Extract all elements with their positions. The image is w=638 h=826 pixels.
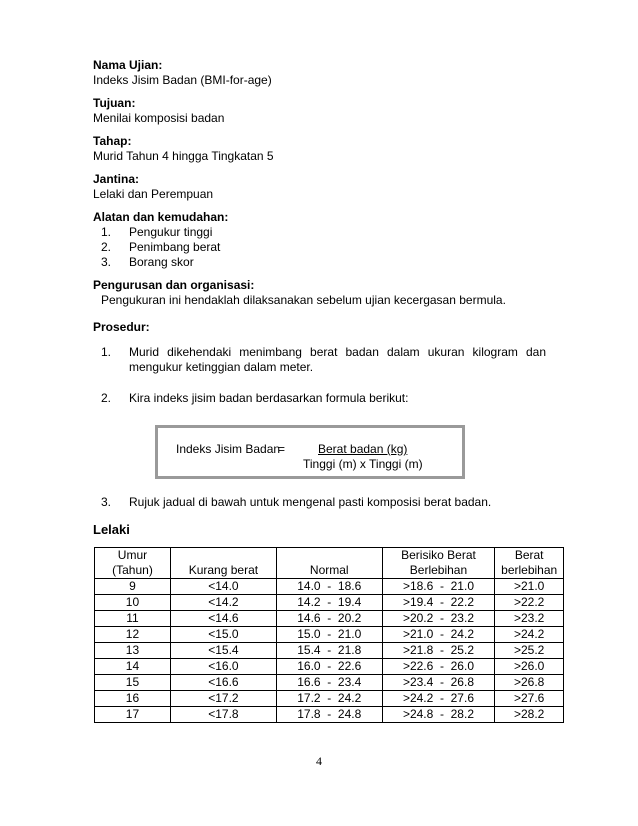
list-number: 3. bbox=[101, 255, 112, 269]
formula-denominator: Tinggi (m) x Tinggi (m) bbox=[303, 457, 423, 471]
table-row bbox=[95, 691, 564, 707]
list-number: 2. bbox=[101, 240, 112, 254]
procedure-step-3 bbox=[93, 495, 546, 510]
section-jantina bbox=[93, 172, 553, 202]
header-line: Normal bbox=[309, 563, 349, 577]
list-item bbox=[93, 255, 553, 270]
list-number: 1. bbox=[101, 345, 112, 359]
section-text: Indeks Jisim Badan (BMI-for-age) bbox=[93, 73, 272, 87]
table-cell: 10 bbox=[95, 595, 171, 611]
section-heading: Prosedur: bbox=[93, 320, 150, 334]
section-text: Murid Tahun 4 hingga Tingkatan 5 bbox=[93, 149, 274, 163]
section-nama-ujian bbox=[93, 58, 553, 88]
header-line: Berat bbox=[514, 548, 544, 562]
table-cell: <16.6 bbox=[170, 675, 276, 691]
header-umur bbox=[95, 548, 171, 579]
header-berisiko bbox=[382, 548, 495, 579]
list-number: 2. bbox=[101, 391, 112, 405]
procedure-step-2 bbox=[93, 391, 546, 406]
table-row bbox=[95, 579, 564, 595]
list-text: Pengukur tinggi bbox=[129, 225, 213, 239]
table-row bbox=[95, 643, 564, 659]
table-cell: 14.6 - 20.2 bbox=[276, 611, 382, 627]
table-cell: 12 bbox=[95, 627, 171, 643]
table-cell: <17.8 bbox=[170, 707, 276, 723]
procedure-step-1 bbox=[93, 345, 546, 375]
table-cell: >26.8 bbox=[495, 675, 564, 691]
table-cell: >24.8 - 28.2 bbox=[382, 707, 495, 723]
table-cell: 17 bbox=[95, 707, 171, 723]
table-cell: 13 bbox=[95, 643, 171, 659]
table-row bbox=[95, 707, 564, 723]
bmi-table bbox=[94, 547, 564, 723]
equipment-list bbox=[93, 225, 553, 270]
table-cell: 15.4 - 21.8 bbox=[276, 643, 382, 659]
table-cell: 16 bbox=[95, 691, 171, 707]
section-heading: Tahap: bbox=[93, 134, 132, 148]
list-text: Penimbang berat bbox=[129, 240, 221, 254]
table-cell: <14.6 bbox=[170, 611, 276, 627]
formula-label: Indeks Jisim Badan bbox=[176, 442, 281, 456]
table-cell: >24.2 - 27.6 bbox=[382, 691, 495, 707]
section-heading: Alatan dan kemudahan: bbox=[93, 210, 229, 224]
table-cell: 14 bbox=[95, 659, 171, 675]
header-line: berlebihan bbox=[501, 563, 558, 577]
table-cell: >27.6 bbox=[495, 691, 564, 707]
header-line: Berlebihan bbox=[409, 563, 468, 577]
table-cell: >21.0 - 24.2 bbox=[382, 627, 495, 643]
table-cell: 14.0 - 18.6 bbox=[276, 579, 382, 595]
section-alatan bbox=[93, 210, 553, 270]
list-text: Murid dikehendaki menimbang berat badan dalam ukuran kilogram dan mengukur ketinggian dalam meter. bbox=[129, 345, 546, 374]
table-row bbox=[95, 659, 564, 675]
table-cell: 16.6 - 23.4 bbox=[276, 675, 382, 691]
table-title: Lelaki bbox=[93, 522, 130, 537]
table-row bbox=[95, 611, 564, 627]
table-cell: >20.2 - 23.2 bbox=[382, 611, 495, 627]
table-cell: <14.2 bbox=[170, 595, 276, 611]
table-cell: >19.4 - 22.2 bbox=[382, 595, 495, 611]
table-cell: >23.2 bbox=[495, 611, 564, 627]
list-item bbox=[93, 240, 553, 255]
table-cell: <14.0 bbox=[170, 579, 276, 595]
table-cell: >21.0 bbox=[495, 579, 564, 595]
table-cell: 17.8 - 24.8 bbox=[276, 707, 382, 723]
table-cell: <15.4 bbox=[170, 643, 276, 659]
table-header-row bbox=[95, 548, 564, 579]
table-cell: 15.0 - 21.0 bbox=[276, 627, 382, 643]
table-cell: 16.0 - 22.6 bbox=[276, 659, 382, 675]
formula-equals: = bbox=[278, 442, 286, 456]
table-cell: >23.4 - 26.8 bbox=[382, 675, 495, 691]
header-normal bbox=[276, 548, 382, 579]
list-item bbox=[93, 391, 546, 406]
section-prosedur-heading bbox=[93, 320, 553, 335]
table-cell: <15.0 bbox=[170, 627, 276, 643]
table-row bbox=[95, 627, 564, 643]
list-item bbox=[93, 495, 546, 510]
section-heading: Pengurusan dan organisasi: bbox=[93, 278, 255, 292]
header-line: (Tahun) bbox=[112, 563, 153, 577]
list-text: Kira indeks jisim badan berdasarkan formula berikut: bbox=[129, 391, 409, 405]
table-cell: 15 bbox=[95, 675, 171, 691]
formula-numerator: Berat badan (kg) bbox=[318, 442, 408, 456]
table-cell: >28.2 bbox=[495, 707, 564, 723]
header-berat-berlebihan bbox=[495, 548, 564, 579]
table-cell: <16.0 bbox=[170, 659, 276, 675]
table-cell: 11 bbox=[95, 611, 171, 627]
formula-box bbox=[155, 425, 465, 479]
table-cell: >21.8 - 25.2 bbox=[382, 643, 495, 659]
table-body bbox=[95, 579, 564, 723]
table-cell: >25.2 bbox=[495, 643, 564, 659]
list-text: Rujuk jadual di bawah untuk mengenal pasti komposisi berat badan. bbox=[129, 495, 492, 509]
page-number: 4 bbox=[316, 754, 322, 768]
table-cell: 9 bbox=[95, 579, 171, 595]
header-line: Kurang berat bbox=[188, 563, 259, 577]
section-heading: Tujuan: bbox=[93, 96, 136, 110]
table-cell: >22.2 bbox=[495, 595, 564, 611]
section-text: Lelaki dan Perempuan bbox=[93, 187, 214, 201]
list-item bbox=[93, 225, 553, 240]
section-tujuan bbox=[93, 96, 553, 126]
table-cell: >24.2 bbox=[495, 627, 564, 643]
header-line: Umur bbox=[117, 548, 148, 562]
list-item bbox=[93, 345, 546, 375]
table-cell: >18.6 - 21.0 bbox=[382, 579, 495, 595]
table-cell: >26.0 bbox=[495, 659, 564, 675]
section-heading: Nama Ujian: bbox=[93, 58, 163, 72]
table-cell: >22.6 - 26.0 bbox=[382, 659, 495, 675]
section-pengurusan bbox=[93, 278, 563, 308]
table-row bbox=[95, 595, 564, 611]
table-cell: 17.2 - 24.2 bbox=[276, 691, 382, 707]
list-number: 3. bbox=[101, 495, 112, 509]
table-row bbox=[95, 675, 564, 691]
header-kurang-berat bbox=[170, 548, 276, 579]
section-heading: Jantina: bbox=[93, 172, 140, 186]
section-text: Pengukuran ini hendaklah dilaksanakan sebelum ujian kecergasan bermula. bbox=[101, 293, 506, 307]
list-text: Borang skor bbox=[129, 255, 194, 269]
header-line: Berisiko Berat bbox=[401, 548, 476, 562]
section-tahap bbox=[93, 134, 553, 164]
table-cell: 14.2 - 19.4 bbox=[276, 595, 382, 611]
table-cell: <17.2 bbox=[170, 691, 276, 707]
section-text: Menilai komposisi badan bbox=[93, 111, 225, 125]
list-number: 1. bbox=[101, 225, 112, 239]
